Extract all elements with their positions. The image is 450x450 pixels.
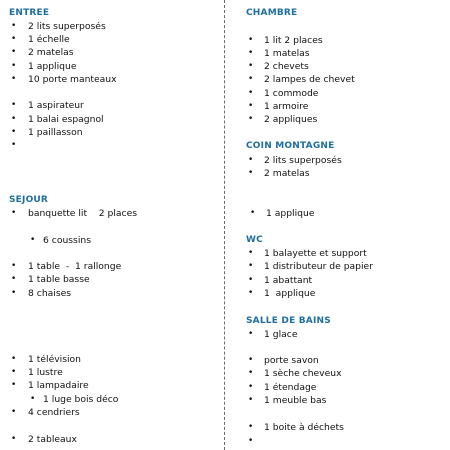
- list-item: 1 lit 2 places: [264, 35, 323, 46]
- list-item: 1 armoire: [264, 101, 309, 112]
- list-item: 1 lampadaire: [28, 380, 89, 391]
- list-item: 1 applique: [264, 288, 316, 299]
- bullet: •: [11, 34, 17, 44]
- list-item: 1 aspirateur: [28, 100, 84, 111]
- list-item: 2 matelas: [28, 47, 74, 58]
- list-item: 1 télévision: [28, 354, 81, 365]
- bullet: •: [248, 368, 254, 378]
- bullet: •: [248, 114, 254, 124]
- bullet: •: [248, 35, 254, 45]
- section-title-salle-de-bains: SALLE DE BAINS: [246, 316, 331, 326]
- list-item: 2 chevets: [264, 61, 309, 72]
- list-item: 1 meuble bas: [264, 395, 327, 406]
- bullet: •: [30, 235, 36, 245]
- bullet: •: [248, 261, 254, 271]
- list-item: 1 balai espagnol: [28, 114, 104, 125]
- bullet: •: [248, 275, 254, 285]
- list-item: 2 matelas: [264, 168, 310, 179]
- list-item: porte savon: [264, 355, 319, 366]
- list-item: 6 coussins: [43, 235, 91, 246]
- list-item: 1 abattant: [264, 275, 313, 286]
- list-item: 2 tableaux: [28, 434, 77, 445]
- bullet: •: [30, 394, 36, 404]
- bullet: •: [11, 61, 17, 71]
- bullet: •: [11, 127, 17, 137]
- section-title-entree: ENTREE: [9, 8, 50, 18]
- list-item: 1 sèche cheveux: [264, 368, 342, 379]
- bullet: •: [250, 208, 256, 218]
- list-item: 1 paillasson: [28, 127, 83, 138]
- bullet: •: [248, 168, 254, 178]
- bullet: •: [11, 114, 17, 124]
- section-title-sejour: SEJOUR: [9, 195, 49, 205]
- list-item: 1 table basse: [28, 274, 90, 285]
- list-item: 1 boite à déchets: [264, 422, 344, 433]
- list-item: 2 lampes de chevet: [264, 74, 355, 85]
- bullet: •: [248, 248, 254, 258]
- bullet: •: [11, 21, 17, 31]
- bullet: •: [11, 274, 17, 284]
- list-item: 2 lits superposés: [28, 21, 106, 32]
- column-divider: [224, 0, 225, 450]
- list-item: banquette lit 2 places: [28, 208, 138, 219]
- bullet: •: [11, 288, 17, 298]
- bullet: •: [11, 140, 17, 150]
- section-title-coin-montagne: COIN MONTAGNE: [246, 141, 335, 151]
- list-item: 1 luge bois déco: [43, 394, 119, 405]
- bullet: •: [248, 155, 254, 165]
- bullet: •: [11, 434, 17, 444]
- list-item: 1 commode: [264, 88, 319, 99]
- list-item: 1 lustre: [28, 367, 63, 378]
- list-item: 1 applique: [266, 208, 315, 219]
- bullet: •: [248, 422, 254, 432]
- bullet: •: [11, 380, 17, 390]
- bullet: •: [248, 355, 254, 365]
- bullet: •: [11, 74, 17, 84]
- bullet: •: [11, 100, 17, 110]
- bullet: •: [248, 382, 254, 392]
- list-item: 1 matelas: [264, 48, 310, 59]
- list-item: 2 appliques: [264, 114, 318, 125]
- list-item: 1 balayette et support: [264, 248, 367, 259]
- bullet: •: [248, 88, 254, 98]
- bullet: •: [248, 395, 254, 405]
- bullet: •: [11, 367, 17, 377]
- bullet: •: [248, 329, 254, 339]
- bullet: •: [248, 436, 254, 446]
- bullet: •: [248, 61, 254, 71]
- list-item: 1 applique: [28, 61, 77, 72]
- section-title-chambre: CHAMBRE: [246, 8, 298, 18]
- list-item: 1 table - 1 rallonge: [28, 261, 122, 272]
- bullet: •: [11, 354, 17, 364]
- bullet: •: [248, 288, 254, 298]
- list-item: 1 étendage: [264, 382, 317, 393]
- list-item: 10 porte manteaux: [28, 74, 117, 85]
- section-title-wc: WC: [246, 235, 263, 245]
- bullet: •: [11, 47, 17, 57]
- list-item: 2 lits superposés: [264, 155, 342, 166]
- bullet: •: [11, 261, 17, 271]
- list-item: 8 chaises: [28, 288, 72, 299]
- list-item: 4 cendriers: [28, 407, 80, 418]
- bullet: •: [248, 48, 254, 58]
- list-item: 1 glace: [264, 329, 298, 340]
- list-item: 1 échelle: [28, 34, 70, 45]
- list-item: 1 distributeur de papier: [264, 261, 373, 272]
- bullet: •: [11, 407, 17, 417]
- bullet: •: [11, 208, 17, 218]
- bullet: •: [248, 74, 254, 84]
- bullet: •: [248, 101, 254, 111]
